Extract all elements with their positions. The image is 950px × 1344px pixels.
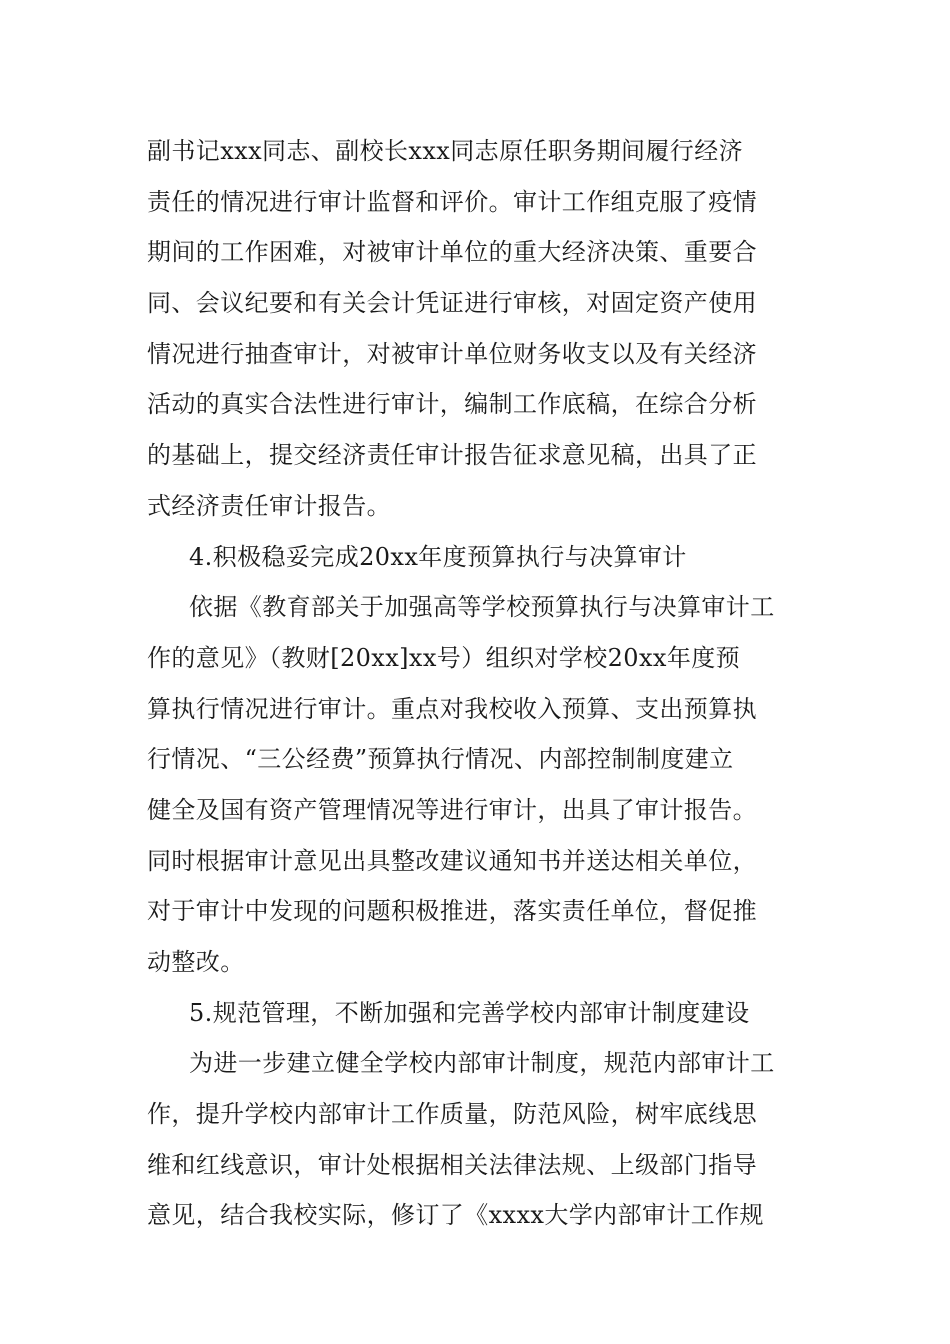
paragraph-line: 维和红线意识，审计处根据相关法律法规、上级部门指导 — [147, 1150, 757, 1179]
paragraph-line: 行情况、“三公经费”预算执行情况、内部控制制度建立 — [147, 745, 734, 774]
paragraph-line: 活动的真实合法性进行审计，编制工作底稿，在综合分析 — [147, 390, 757, 419]
paragraph-line: 式经济责任审计报告。 — [147, 491, 391, 520]
paragraph-line: 同时根据审计意见出具整改建议通知书并送达相关单位， — [147, 846, 757, 875]
paragraph-line: 副书记xxx同志、副校长xxx同志原任职务期间履行经济 — [147, 137, 744, 165]
paragraph-line: 同、会议纪要和有关会计凭证进行审核，对固定资产使用 — [147, 289, 757, 318]
paragraph-line: 健全及国有资产管理情况等进行审计，出具了审计报告。 — [147, 795, 757, 824]
paragraph-line: 责任的情况进行审计监督和评价。审计工作组克服了疫情 — [147, 187, 757, 216]
section-heading: 4.积极稳妥完成20xx年度预算执行与决算审计 — [189, 542, 687, 571]
paragraph-line: 情况进行抽查审计，对被审计单位财务收支以及有关经济 — [147, 339, 757, 368]
paragraph-line: 为进一步建立健全学校内部审计制度，规范内部审计工 — [189, 1049, 775, 1078]
paragraph-line: 作的意见》（教财[20xx]xx号）组织对学校20xx年度预 — [147, 643, 741, 672]
paragraph-line: 对于审计中发现的问题积极推进，落实责任单位，督促推 — [147, 897, 757, 926]
paragraph-line: 动整改。 — [147, 948, 245, 976]
paragraph-line: 意见，结合我校实际，修订了《xxxx大学内部审计工作规 — [147, 1201, 764, 1230]
section-heading: 5.规范管理，不断加强和完善学校内部审计制度建设 — [189, 998, 750, 1027]
paragraph-line: 期间的工作困难，对被审计单位的重大经济决策、重要合 — [147, 238, 757, 267]
paragraph-line: 算执行情况进行审计。重点对我校收入预算、支出预算执 — [147, 694, 757, 723]
paragraph-line: 依据《教育部关于加强高等学校预算执行与决算审计工 — [189, 593, 775, 622]
body-text — [147, 126, 827, 1241]
paragraph-line: 作，提升学校内部审计工作质量，防范风险，树牢底线思 — [147, 1100, 757, 1129]
paragraph-line: 的基础上，提交经济责任审计报告征求意见稿，出具了正 — [147, 441, 757, 470]
